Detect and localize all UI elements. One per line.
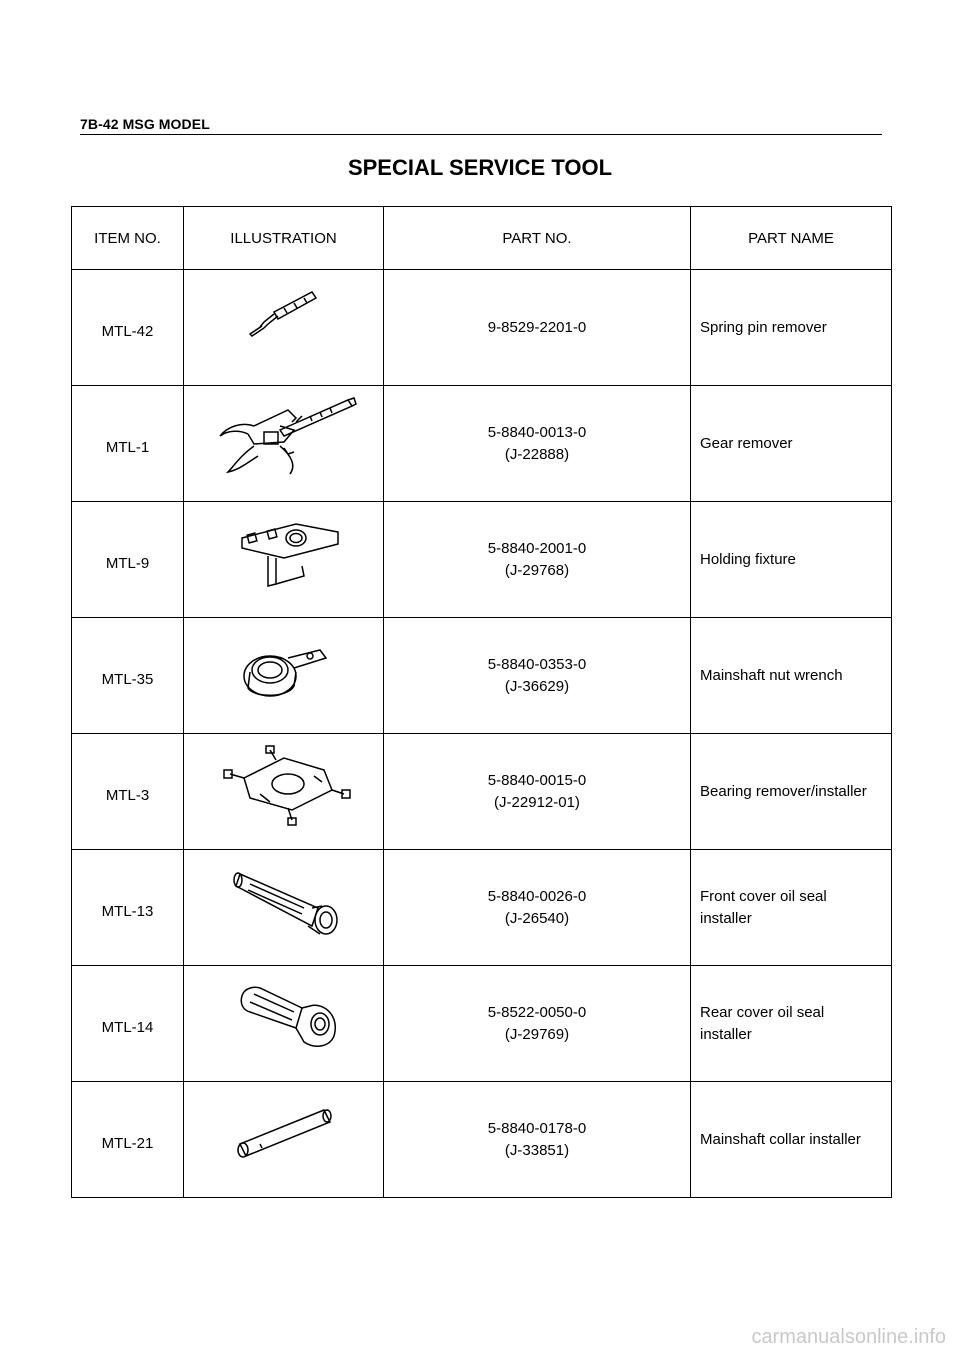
part-number: 5-8840-0178-0	[487, 1119, 587, 1137]
part-alt-number: (J-22888)	[504, 445, 570, 463]
part-number-cell	[384, 850, 691, 966]
column-header-part-name: PART NAME	[691, 207, 892, 270]
item-number: MTL-14	[72, 966, 184, 1082]
collar-installer-icon	[184, 1082, 384, 1189]
column-header-item: ITEM NO.	[72, 207, 184, 270]
part-alt-number: (J-22912-01)	[494, 793, 580, 811]
page-header	[80, 116, 882, 135]
part-number-cell	[384, 270, 691, 386]
part-alt-number: (J-29768)	[504, 561, 570, 579]
part-name-cell	[691, 502, 892, 618]
item-number: MTL-9	[72, 502, 184, 618]
part-name-cell	[691, 618, 892, 734]
part-alt-number: (J-33851)	[504, 1141, 570, 1159]
seal-installer-icon	[184, 850, 384, 957]
part-number: 5-8840-0015-0	[487, 771, 587, 789]
part-name-cell	[691, 850, 892, 966]
item-number: MTL-13	[72, 850, 184, 966]
holding-fixture-icon	[184, 502, 384, 609]
table-row	[72, 618, 892, 734]
part-name: Mainshaft collar installer	[700, 1130, 861, 1148]
illustration-cell	[184, 966, 384, 1082]
table-row	[72, 966, 892, 1082]
part-alt-number: (J-29769)	[504, 1025, 570, 1043]
nut-wrench-icon	[184, 618, 384, 725]
part-number-cell	[384, 1082, 691, 1198]
table-row	[72, 734, 892, 850]
part-name: Holding fixture	[700, 550, 796, 568]
part-number: 5-8522-0050-0	[487, 1003, 587, 1021]
item-number: MTL-42	[72, 270, 184, 386]
illustration-cell	[184, 502, 384, 618]
part-name: Rear cover oil seal	[700, 1003, 825, 1021]
table-row	[72, 502, 892, 618]
part-number: 9-8529-2201-0	[487, 318, 587, 336]
column-header-part-no: PART NO.	[384, 207, 691, 270]
gear-puller-icon	[184, 386, 384, 493]
part-number: 5-8840-2001-0	[487, 539, 587, 557]
part-name-line2: installer	[700, 909, 752, 927]
special-tool-table	[71, 206, 892, 1198]
table-row	[72, 850, 892, 966]
part-alt-number: (J-26540)	[504, 909, 570, 927]
part-name-cell	[691, 386, 892, 502]
seal-installer-icon	[184, 966, 384, 1073]
site-watermark: carmanualsonline.info	[751, 1326, 946, 1348]
spring-pin-remover-icon	[184, 270, 384, 377]
illustration-cell	[184, 850, 384, 966]
illustration-cell	[184, 734, 384, 850]
table-row	[72, 1082, 892, 1198]
item-number: MTL-3	[72, 734, 184, 850]
part-name: Mainshaft nut wrench	[700, 666, 843, 684]
part-number: 5-8840-0026-0	[487, 887, 587, 905]
part-number: 5-8840-0013-0	[487, 423, 587, 441]
table-header-row	[72, 207, 892, 270]
part-name-line2: installer	[700, 1025, 752, 1043]
part-name-cell	[691, 1082, 892, 1198]
table-row	[72, 270, 892, 386]
part-number-cell	[384, 734, 691, 850]
part-name-cell	[691, 734, 892, 850]
part-alt-number: (J-36629)	[504, 677, 570, 695]
part-name-cell	[691, 966, 892, 1082]
item-number: MTL-21	[72, 1082, 184, 1198]
table-row	[72, 386, 892, 502]
illustration-cell	[184, 618, 384, 734]
section-label: 7B-42 MSG MODEL	[80, 116, 210, 132]
part-number-cell	[384, 386, 691, 502]
illustration-cell	[184, 386, 384, 502]
part-name: Spring pin remover	[700, 318, 827, 336]
item-number: MTL-35	[72, 618, 184, 734]
part-name: Bearing remover/installer	[700, 782, 867, 800]
part-name: Front cover oil seal	[700, 887, 827, 905]
illustration-cell	[184, 1082, 384, 1198]
part-number: 5-8840-0353-0	[487, 655, 587, 673]
part-name-cell	[691, 270, 892, 386]
column-header-illustration: ILLUSTRATION	[184, 207, 384, 270]
part-number-cell	[384, 618, 691, 734]
part-name: Gear remover	[700, 434, 793, 452]
item-number: MTL-1	[72, 386, 184, 502]
part-number-cell	[384, 502, 691, 618]
page-title: SPECIAL SERVICE TOOL	[347, 155, 613, 180]
part-number-cell	[384, 966, 691, 1082]
illustration-cell	[184, 270, 384, 386]
bearing-separator-icon	[184, 734, 384, 841]
